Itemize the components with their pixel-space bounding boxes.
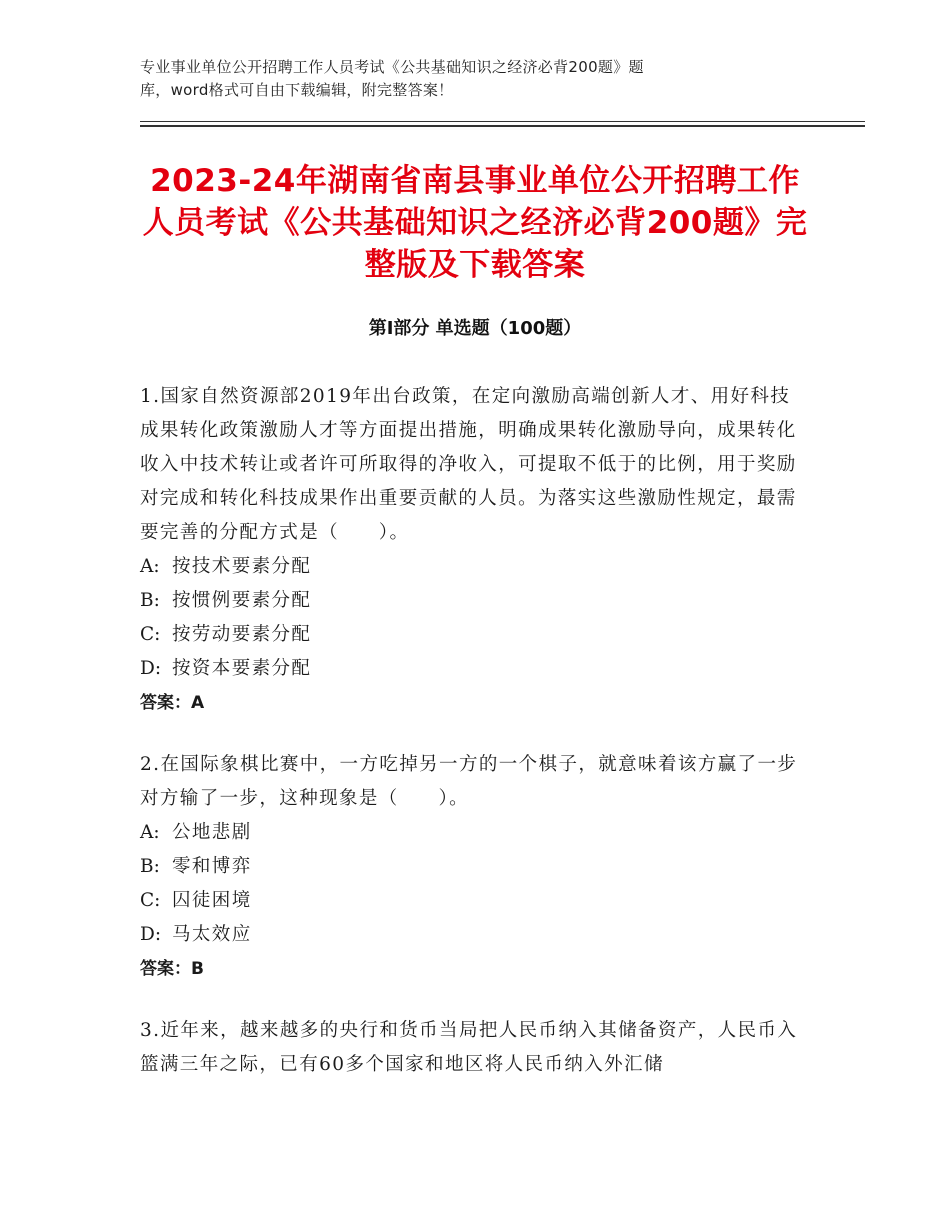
section-heading: 第Ⅰ部分 单选题（100题）	[368, 318, 582, 339]
option-key: B:	[140, 590, 160, 611]
option-b	[140, 584, 805, 618]
option-text: 零和博弈	[172, 856, 252, 877]
option-key: D:	[140, 924, 162, 945]
option-key: B:	[140, 856, 160, 877]
option-c	[140, 618, 805, 652]
option-c	[140, 884, 805, 918]
header-note-line-2: 库，word格式可自由下载编辑，附完整答案！	[140, 81, 454, 99]
option-key: D:	[140, 658, 162, 679]
option-b	[140, 850, 805, 884]
question-3	[140, 1014, 805, 1082]
header-note-line-1: 专业事业单位公开招聘工作人员考试《公共基础知识之经济必背200题》题	[140, 58, 644, 76]
option-text: 按劳动要素分配	[172, 624, 312, 645]
header-note	[140, 56, 840, 102]
option-text: 公地悲剧	[172, 822, 252, 843]
option-text: 囚徒困境	[172, 890, 252, 911]
answer-label: 答案：A	[140, 693, 205, 713]
document-title: 2023-24年湖南省南县事业单位公开招聘工作人员考试《公共基础知识之经济必背200题》完整版及下载答案	[142, 163, 808, 283]
question-1	[140, 380, 805, 720]
option-a	[140, 550, 805, 584]
option-key: C:	[140, 890, 161, 911]
option-d	[140, 652, 805, 686]
question-list	[140, 380, 805, 1110]
option-d	[140, 918, 805, 952]
option-key: C:	[140, 624, 161, 645]
option-text: 马太效应	[172, 924, 252, 945]
question-2	[140, 748, 805, 986]
header-divider-thick	[140, 125, 865, 127]
option-a	[140, 816, 805, 850]
option-text: 按惯例要素分配	[172, 590, 312, 611]
question-stem: 1.国家自然资源部2019年出台政策，在定向激励高端创新人才、用好科技成果转化政策激励人才等方面提出措施，明确成果转化激励导向，成果转化收入中技术转让或者许可所取得的净收入，可提取不低于的比例，用于奖励对完成和转化科技成果作出重要贡献的人员。为落实这些激励性规定，最需要完善的分配方式是（ ）。	[140, 386, 797, 543]
question-stem: 2.在国际象棋比赛中，一方吃掉另一方的一个棋子，就意味着该方赢了一步对方输了一步，这种现象是（ ）。	[140, 754, 798, 809]
header-divider-thin	[140, 121, 865, 122]
option-text: 按技术要素分配	[172, 556, 312, 577]
option-key: A:	[140, 556, 160, 577]
option-key: A:	[140, 822, 160, 843]
question-stem: 3.近年来，越来越多的央行和货币当局把人民币纳入其储备资产，人民币入篮满三年之际，已有60多个国家和地区将人民币纳入外汇储	[140, 1020, 798, 1075]
answer-label: 答案：B	[140, 959, 204, 979]
option-text: 按资本要素分配	[172, 658, 312, 679]
